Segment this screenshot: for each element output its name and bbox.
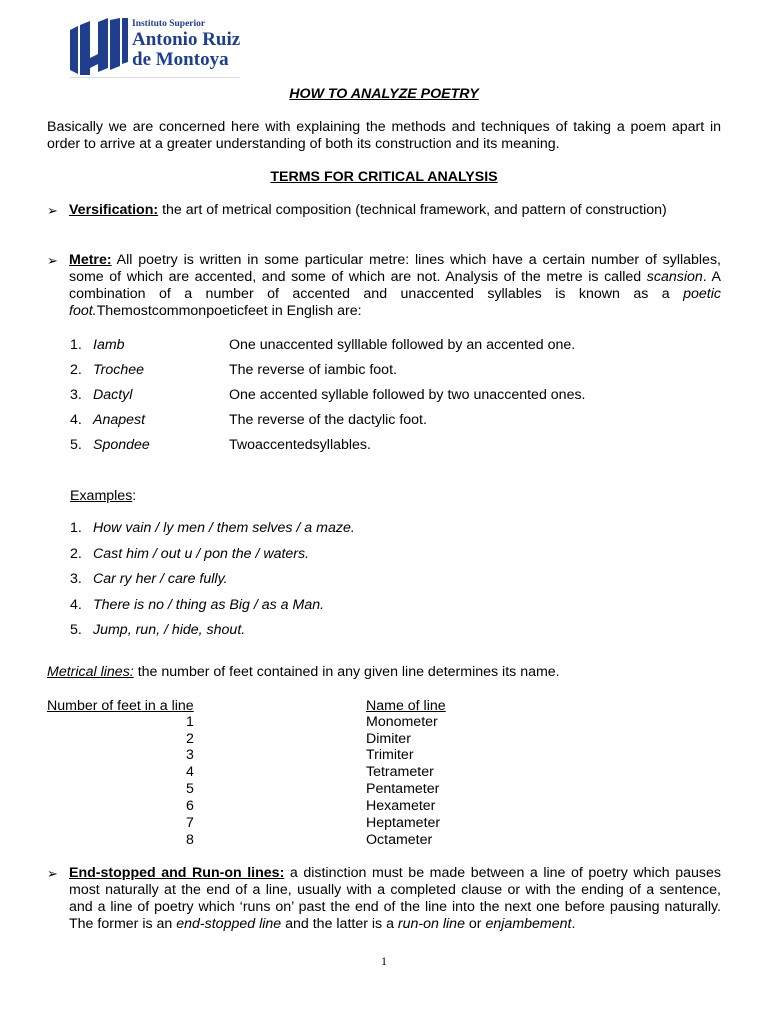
logo-emblem-icon xyxy=(68,18,130,76)
table-cell-name: Dimiter xyxy=(366,731,411,747)
foot-description: The reverse of iambic foot. xyxy=(229,362,397,378)
metre-text-b: . A combination of a number of accented and unaccented syllables is known as a xyxy=(69,269,721,302)
metre-text-c: Themostcommonpoeticfeet in English are: xyxy=(96,303,362,319)
institution-logo xyxy=(68,16,243,78)
section-heading: TERMS FOR CRITICAL ANALYSIS xyxy=(270,169,498,185)
foot-number: 3. xyxy=(70,387,82,403)
table-header-feet: Number of feet in a line xyxy=(47,698,194,714)
end-stopped-line-term: end-stopped line xyxy=(176,916,282,932)
table-cell-number: 3 xyxy=(186,747,194,763)
example-text: There is no / thing as Big / as a Man. xyxy=(93,597,325,613)
bullet-arrow-icon: ➢ xyxy=(47,866,58,881)
table-cell-number: 8 xyxy=(186,832,194,848)
run-on-line-term: run-on line xyxy=(397,916,465,932)
table-cell-name: Octameter xyxy=(366,832,433,848)
foot-number: 5. xyxy=(70,437,82,453)
table-cell-number: 6 xyxy=(186,798,194,814)
versification-term: Versification: xyxy=(69,202,159,218)
table-cell-name: Trimiter xyxy=(366,747,414,763)
endstopped-text-d: . xyxy=(571,916,576,932)
example-number: 5. xyxy=(70,622,82,638)
page-title: HOW TO ANALYZE POETRY xyxy=(289,86,479,102)
metrical-lines-text: the number of feet contained in any given line determines its name. xyxy=(137,664,560,680)
table-cell-name: Heptameter xyxy=(366,815,441,831)
logo-divider xyxy=(70,77,240,78)
table-cell-number: 1 xyxy=(186,714,194,730)
endstopped-text-b: and the latter is a xyxy=(285,916,394,932)
table-cell-number: 2 xyxy=(186,731,194,747)
example-text: Car ry her / care fully. xyxy=(93,571,228,587)
table-cell-name: Hexameter xyxy=(366,798,436,814)
bullet-arrow-icon: ➢ xyxy=(47,253,58,268)
examples-label-text: Examples xyxy=(70,488,133,504)
versification-text: the art of metrical composition (technical framework, and pattern of construction) xyxy=(162,202,667,218)
metre-text-a: All poetry is written in some particular metre: lines which have a certain number of syllables, some of which are accented, and some of which are not. Analysis of the metre is called xyxy=(69,252,721,285)
examples-label xyxy=(70,488,136,505)
foot-name: Anapest xyxy=(93,412,146,428)
intro-paragraph: Basically we are concerned here with explaining the methods and techniques of taking a poem apart in order to arrive at a greater understanding of both its construction and its meaning. xyxy=(47,119,721,152)
scansion-term: scansion xyxy=(646,269,703,285)
logo-text xyxy=(132,16,240,70)
endstopped-text-a: a distinction must be made between a line of poetry which pauses most naturally at the end of a line, usually with a completed clause or with the ending of a sentence, and a line of poetry which ‘runs on’ past the end of the line into the next one before pausing naturally. The former is an xyxy=(69,865,721,932)
example-text: How vain / ly men / them selves / a maze. xyxy=(93,520,355,536)
table-cell-number: 5 xyxy=(186,781,194,797)
example-number: 2. xyxy=(70,546,82,562)
example-number: 1. xyxy=(70,520,82,536)
logo-small-text: Instituto Superior xyxy=(132,19,206,29)
foot-description: One accented syllable followed by two unaccented ones. xyxy=(229,387,586,403)
bullet-arrow-icon: ➢ xyxy=(47,203,58,218)
foot-name: Trochee xyxy=(93,362,144,378)
metre-term: Metre: xyxy=(69,252,112,268)
foot-number: 2. xyxy=(70,362,82,378)
example-text: Cast him / out u / pon the / waters. xyxy=(93,546,310,562)
table-cell-number: 4 xyxy=(186,764,194,780)
examples-colon: : xyxy=(132,488,137,504)
example-text: Jump, run, / hide, shout. xyxy=(93,622,246,638)
foot-description: Twoaccentedsyllables. xyxy=(229,437,371,453)
example-number: 3. xyxy=(70,571,82,587)
example-number: 4. xyxy=(70,597,82,613)
enjambement-term: enjambement xyxy=(485,916,572,932)
poetic-foot-term: poetic foot. xyxy=(69,286,721,319)
foot-number: 1. xyxy=(70,337,82,353)
table-cell-name: Tetrameter xyxy=(366,764,434,780)
table-cell-name: Pentameter xyxy=(366,781,440,797)
metre-item xyxy=(69,252,721,320)
endstopped-item xyxy=(69,865,721,933)
endstopped-term: End-stopped and Run-on lines: xyxy=(69,865,285,881)
foot-number: 4. xyxy=(70,412,82,428)
metrical-lines-paragraph xyxy=(47,664,560,681)
endstopped-text-c: or xyxy=(468,916,482,932)
table-cell-name: Monometer xyxy=(366,714,438,730)
table-cell-number: 7 xyxy=(186,815,194,831)
foot-description: The reverse of the dactylic foot. xyxy=(229,412,427,428)
logo-line-1: Antonio Ruiz xyxy=(132,29,241,50)
metrical-lines-term: Metrical lines: xyxy=(47,664,134,680)
logo-line-2: de Montoya xyxy=(132,49,229,70)
foot-name: Dactyl xyxy=(93,387,133,403)
foot-name: Iamb xyxy=(93,337,125,353)
versification-item xyxy=(69,202,721,219)
foot-name: Spondee xyxy=(93,437,150,453)
page-number: 1 xyxy=(381,954,387,968)
foot-description: One unaccented sylllable followed by an accented one. xyxy=(229,337,576,353)
table-header-name: Name of line xyxy=(366,698,446,714)
